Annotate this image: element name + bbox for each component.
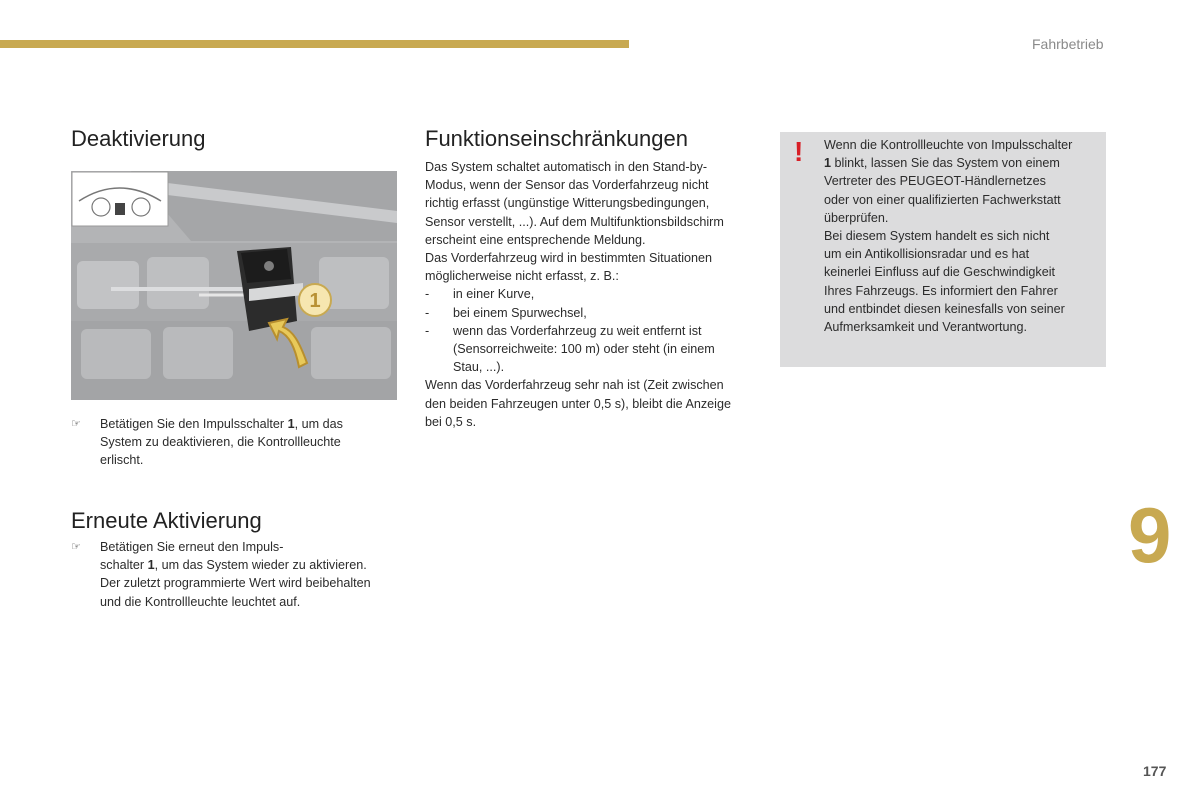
deaktivierung-text-part2: , um das (294, 417, 343, 431)
list-dash: - (425, 287, 430, 302)
list-item-text: (Sensorreichweite: 100 m) oder steht (in einem (453, 342, 715, 357)
impulse-switch-photo (71, 171, 397, 400)
header-accent-bar (0, 40, 629, 48)
text-line: den beiden Fahrzeugen unter 0,5 s), bleibt die Anzeige (425, 396, 731, 411)
text-line: richtig erfasst (ungünstige Witterungsbedingungen, (425, 196, 710, 211)
text-line: um ein Antikollisionsradar und es hat (824, 247, 1030, 262)
text-line: keinerlei Einfluss auf die Geschwindigkeit (824, 265, 1056, 280)
aktivierung-text-part2: , um das System wieder zu aktivieren. (154, 558, 367, 573)
switch-ref: 1 (824, 156, 832, 171)
pointing-hand-icon: ☞ (71, 418, 81, 430)
text-line: und entbindet diesen keinesfalls von seiner (824, 301, 1065, 316)
paragraph-close-vehicle (425, 376, 765, 431)
warning-text (824, 136, 1096, 336)
paragraph-standby (425, 158, 765, 249)
warning-box (780, 132, 1106, 367)
deaktivierung-text-part1: Betätigen Sie den Impulsschalter (100, 417, 288, 431)
list-dash: - (425, 305, 430, 320)
page-number: 177 (1143, 763, 1167, 779)
list-item (425, 285, 765, 303)
switch-ref: 1 (147, 558, 155, 573)
exclamation-icon: ! (794, 136, 804, 167)
funktionseinschraenkungen-body (425, 158, 765, 431)
text-line: Das Vorderfahrzeug wird in bestimmten Situationen (425, 251, 713, 266)
list-item (425, 322, 765, 377)
aktivierung-text-line3: Der zuletzt programmierte Wert wird beibehalten (100, 576, 371, 591)
text-line: blinkt, lassen Sie das System von einem (831, 156, 1060, 171)
text-line: Sensor verstellt, ...). Auf dem Multifunktionsbildschirm (425, 214, 724, 229)
deaktivierung-instruction (71, 415, 371, 470)
switch-ref: 1 (287, 417, 295, 431)
list-item-text: wenn das Vorderfahrzeug zu weit entfernt ist (453, 323, 702, 338)
erneute-aktivierung-instruction (71, 538, 401, 611)
text-line: überprüfen. (824, 210, 889, 225)
text-line: Ihres Fahrzeugs. Es informiert den Fahrer (824, 283, 1058, 298)
text-line: Modus, wenn der Sensor das Vorderfahrzeug nicht (425, 178, 709, 193)
deaktivierung-text-line3: erlischt. (100, 453, 144, 468)
chapter-title: Fahrbetrieb (1032, 36, 1104, 52)
callout-number: 1 (309, 290, 321, 312)
text-line: oder von einer qualifizierten Fachwerkstatt (824, 192, 1061, 207)
aktivierung-text-line1: Betätigen Sie erneut den Impuls- (100, 540, 284, 554)
section-title-deaktivierung: Deaktivierung (71, 126, 206, 151)
text-line: Vertreter des PEUGEOT-Händlernetzes (824, 174, 1046, 189)
aktivierung-text-line4: und die Kontrollleuchte leuchtet auf. (100, 594, 301, 609)
section-title-funktionseinschraenkungen: Funktionseinschränkungen (425, 126, 688, 151)
list-item-text: Stau, ...). (453, 360, 505, 375)
text-line: Bei diesem System handelt es sich nicht (824, 229, 1050, 244)
text-line: erscheint eine entsprechende Meldung. (425, 232, 646, 247)
pointing-hand-icon: ☞ (71, 541, 81, 553)
aktivierung-text-part1: schalter (100, 558, 148, 573)
deaktivierung-text-line2: System zu deaktivieren, die Kontrollleuchte (100, 435, 341, 450)
text-line: Aufmerksamkeit und Verantwortung. (824, 320, 1028, 335)
text-line: Das System schaltet automatisch in den Stand-by- (425, 160, 708, 174)
text-line: Wenn das Vorderfahrzeug sehr nah ist (Zeit zwischen (425, 378, 724, 393)
text-line: bei 0,5 s. (425, 414, 477, 429)
text-line: Wenn die Kontrollleuchte von Impulsschalter (824, 138, 1073, 152)
text-line: möglicherweise nicht erfasst, z. B.: (425, 269, 619, 284)
paragraph-situations (425, 249, 765, 285)
list-item-text: bei einem Spurwechsel, (453, 305, 587, 320)
list-dash: - (425, 323, 430, 338)
section-title-erneute-aktivierung: Erneute Aktivierung (71, 508, 262, 533)
list-item (425, 304, 765, 322)
chapter-number: 9 (1128, 491, 1172, 579)
list-item-text: in einer Kurve, (453, 287, 535, 302)
